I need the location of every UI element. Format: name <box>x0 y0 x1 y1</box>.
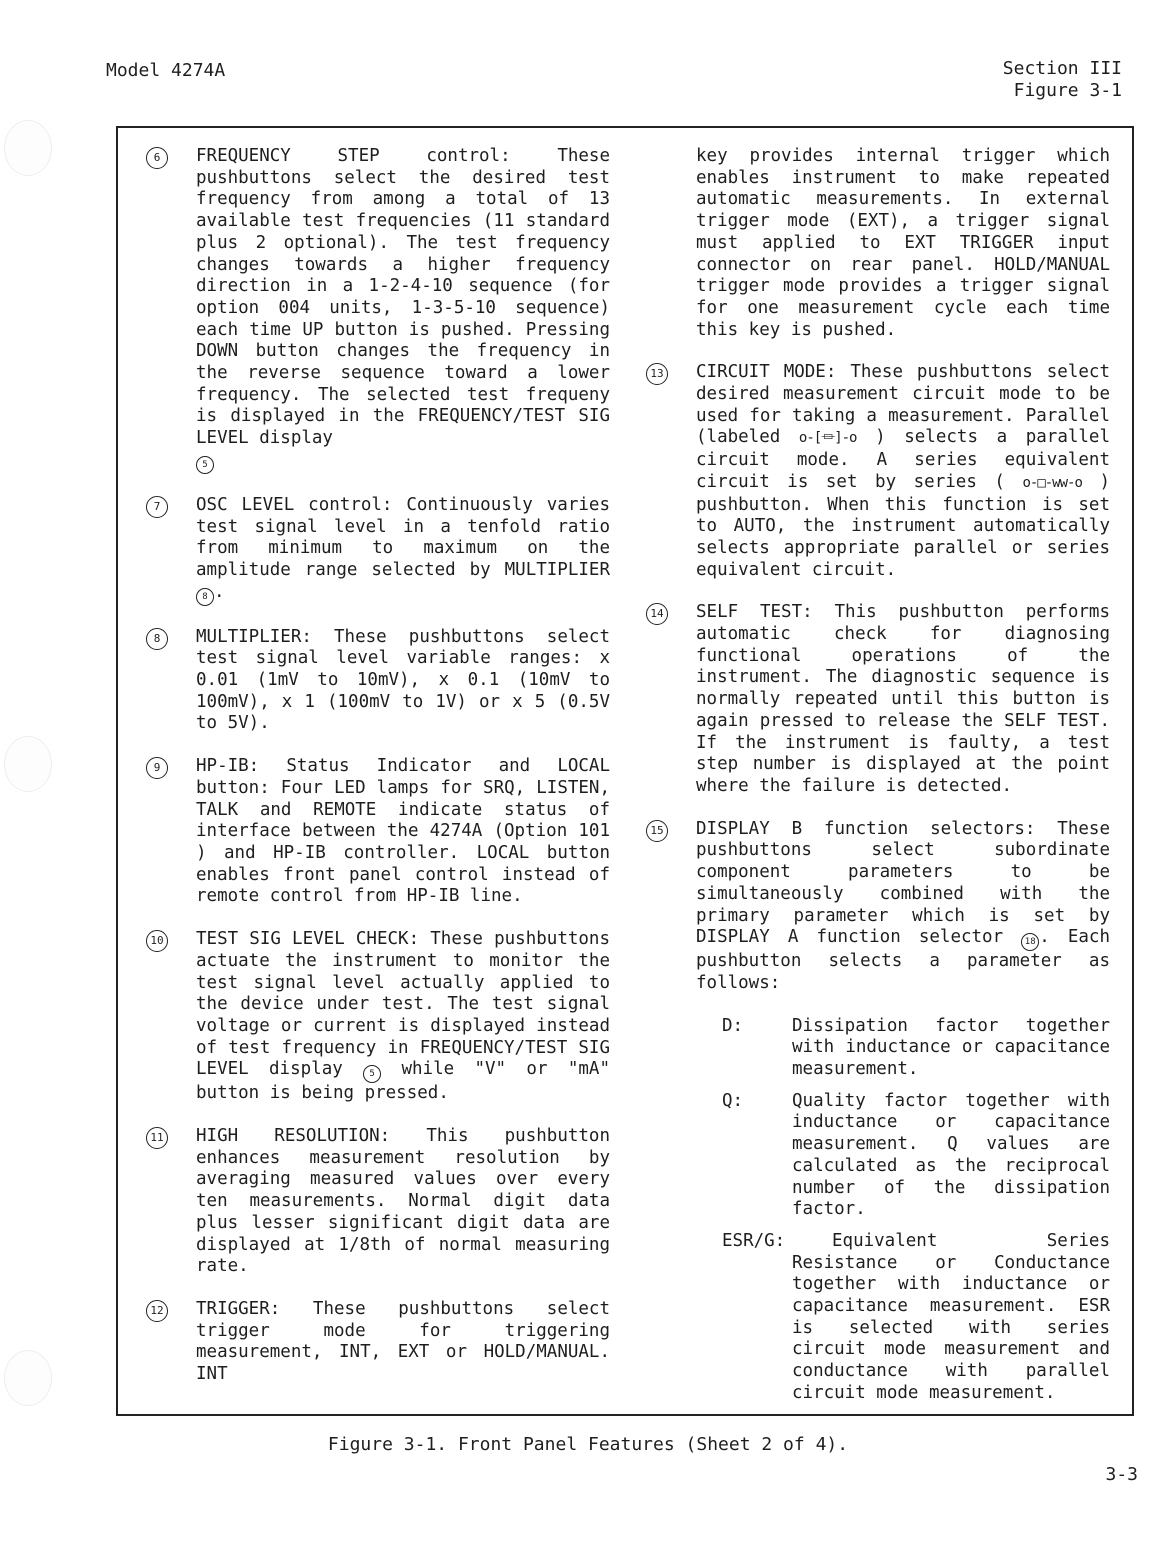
item-number: 11 <box>146 1127 168 1149</box>
item-13-text-a: CIRCUIT MODE: These pushbuttons select desired measurement circuit mode to be used for taking a measurement. Parallel (labeled <box>696 362 1110 448</box>
item-6-text: FREQUENCY STEP control: These pushbuttons select the desired test frequency from among a total of 13 available test frequencies (11 standard plus 2 optional). The test frequency changes towards a higher frequency direction in a 1-2-4-10 sequence (for option 004 units, 1-3-5-10 sequence) each time UP button is pushed. Pressing DOWN button changes the frequency in the reverse sequence toward a lower frequency. The selected test frequeny is displayed in the FREQUENCY/TEST SIG LEVEL display <box>196 146 610 449</box>
item-number: 6 <box>146 147 168 169</box>
figure-panel <box>116 126 1134 1416</box>
item-13-text-b: ) selects a parallel circuit mode. A series equivalent circuit is set by series ( <box>696 427 1110 492</box>
item-number: 7 <box>146 496 168 518</box>
parameter-text: Quality factor together with inductance or capacitance measurement. Q values are calculated as the reciprocal number of the dissipation factor. <box>792 1090 1110 1220</box>
item-7-tail: . <box>214 581 225 602</box>
binder-hole <box>4 736 52 792</box>
item-13-text-c: ) pushbutton. When this function is set to AUTO, the instrument automatically selects appropriate parallel or series equivalent circuit. <box>696 471 1110 580</box>
binder-hole <box>4 1350 52 1406</box>
page-number: 3-3 <box>1105 1464 1138 1485</box>
item-7 <box>140 495 610 606</box>
trigger-continuation: key provides internal trigger which enables instrument to make repeated automatic measurements. In external trigger mode (EXT), a trigger signal must applied to EXT TRIGGER input connector on rear panel. HOLD/MANUAL trigger mode provides a trigger signal for one measurement cycle each time this key is pushed. <box>696 146 1110 340</box>
parameter-label: ESR/G: <box>722 1230 786 1251</box>
item-7-text: OSC LEVEL control: Continuously varies test signal level in a tenfold ratio from minimum to maximum on the amplitude range selected by MULTIPLIER <box>196 494 610 580</box>
left-column <box>140 146 610 1407</box>
item-number: 12 <box>146 1300 168 1322</box>
item-13 <box>640 362 1110 581</box>
parameter-label: D: <box>722 1015 744 1036</box>
parameter-d <box>722 1016 1110 1081</box>
reference-number: 5 <box>363 1065 381 1083</box>
series-circuit-symbol-icon: o-□-ww-o <box>1022 474 1082 491</box>
item-15-text-a: DISPLAY B function selectors: These pushbuttons select subordinate component parameters to be simultaneously combined with the primary parameter which is set by DISPLAY A function selector <box>696 818 1110 948</box>
item-15 <box>640 819 1110 995</box>
header-section <box>1003 58 1122 102</box>
item-9 <box>140 756 610 908</box>
item-text: HP-IB: Status Indicator and LOCAL button: Four LED lamps for SRQ, LISTEN, TALK and REMOTE indicate status of interface between the 4274A (Option 101 ) and HP-IB controller. LOCAL button enables front panel control instead of remote control from HP-IB line. <box>196 756 610 907</box>
item-10 <box>140 929 610 1105</box>
item-number: 9 <box>146 757 168 779</box>
header-section-label: Section III <box>1002 58 1122 79</box>
reference-number: 18 <box>1021 933 1039 951</box>
binder-hole <box>4 120 52 176</box>
header-model: Model 4274A <box>106 60 226 81</box>
item-number: 10 <box>146 930 168 952</box>
item-text <box>196 146 610 474</box>
item-10-text-b: while "V" or "mA" button is being pressed. <box>196 1059 610 1104</box>
item-text <box>196 495 610 606</box>
item-text: SELF TEST: This pushbutton performs automatic check for diagnosing functional operations of the instrument. The diagnostic sequence is normally repeated until this button is again pressed to release the SELF TEST. If the instrument is faulty, a test step number is displayed at the point where the failure is detected. <box>696 602 1110 796</box>
item-12 <box>140 1299 610 1386</box>
item-number: 15 <box>646 820 668 842</box>
parameter-text: Equivalent Series Resistance or Conductance together with inductance or capacitance measurement. ESR is selected with series circuit mode measurement and conductance with parallel circuit mode measurement. <box>792 1230 1110 1403</box>
item-text: MULTIPLIER: These pushbuttons select test signal level variable ranges: x 0.01 (1mV to 10mV), x 0.1 (10mV to 100mV), x 1 (100mV to 1V) or x 5 (0.5V to 5V). <box>196 626 610 734</box>
reference-number: 5 <box>196 456 214 474</box>
parameter-esr-g <box>722 1231 1110 1405</box>
parameter-q <box>722 1091 1110 1221</box>
item-text <box>696 819 1110 995</box>
item-text <box>696 362 1110 581</box>
parameter-text: Dissipation factor together with inductance or capacitance measurement. <box>792 1015 1110 1080</box>
parallel-circuit-symbol-icon: o-[⏛]-o <box>798 430 857 447</box>
item-number: 8 <box>146 628 168 650</box>
item-number: 14 <box>646 603 668 625</box>
item-11 <box>140 1126 610 1278</box>
item-text: HIGH RESOLUTION: This pushbutton enhances measurement resolution by averaging measured values over every ten measurements. Normal digit data plus lesser significant digit data are displayed at 1/8th of normal measuring rate. <box>196 1126 610 1277</box>
reference-number: 8 <box>196 588 214 606</box>
item-number: 13 <box>646 363 668 385</box>
right-column <box>640 146 1110 1415</box>
item-text <box>196 929 610 1105</box>
item-14 <box>640 602 1110 797</box>
item-10-text-a: TEST SIG LEVEL CHECK: These pushbuttons actuate the instrument to monitor the test signal level actually applied to the device under test. The test signal voltage or current is displayed instead of test frequency in FREQUENCY/TEST SIG LEVEL display <box>196 929 610 1080</box>
figure-caption: Figure 3-1. Front Panel Features (Sheet 2 of 4). <box>327 1434 849 1455</box>
parameter-list <box>640 1016 1110 1405</box>
item-8 <box>140 627 610 736</box>
parameter-label: Q: <box>722 1090 744 1111</box>
item-6 <box>140 146 610 474</box>
item-15-text-b: . Each pushbutton selects a parameter as follows: <box>696 927 1110 993</box>
header-figure-label: Figure 3-1 <box>1013 80 1122 101</box>
item-text: TRIGGER: These pushbuttons select trigger mode for triggering measurement, INT, EXT or HOLD/MANUAL. INT <box>196 1298 610 1385</box>
